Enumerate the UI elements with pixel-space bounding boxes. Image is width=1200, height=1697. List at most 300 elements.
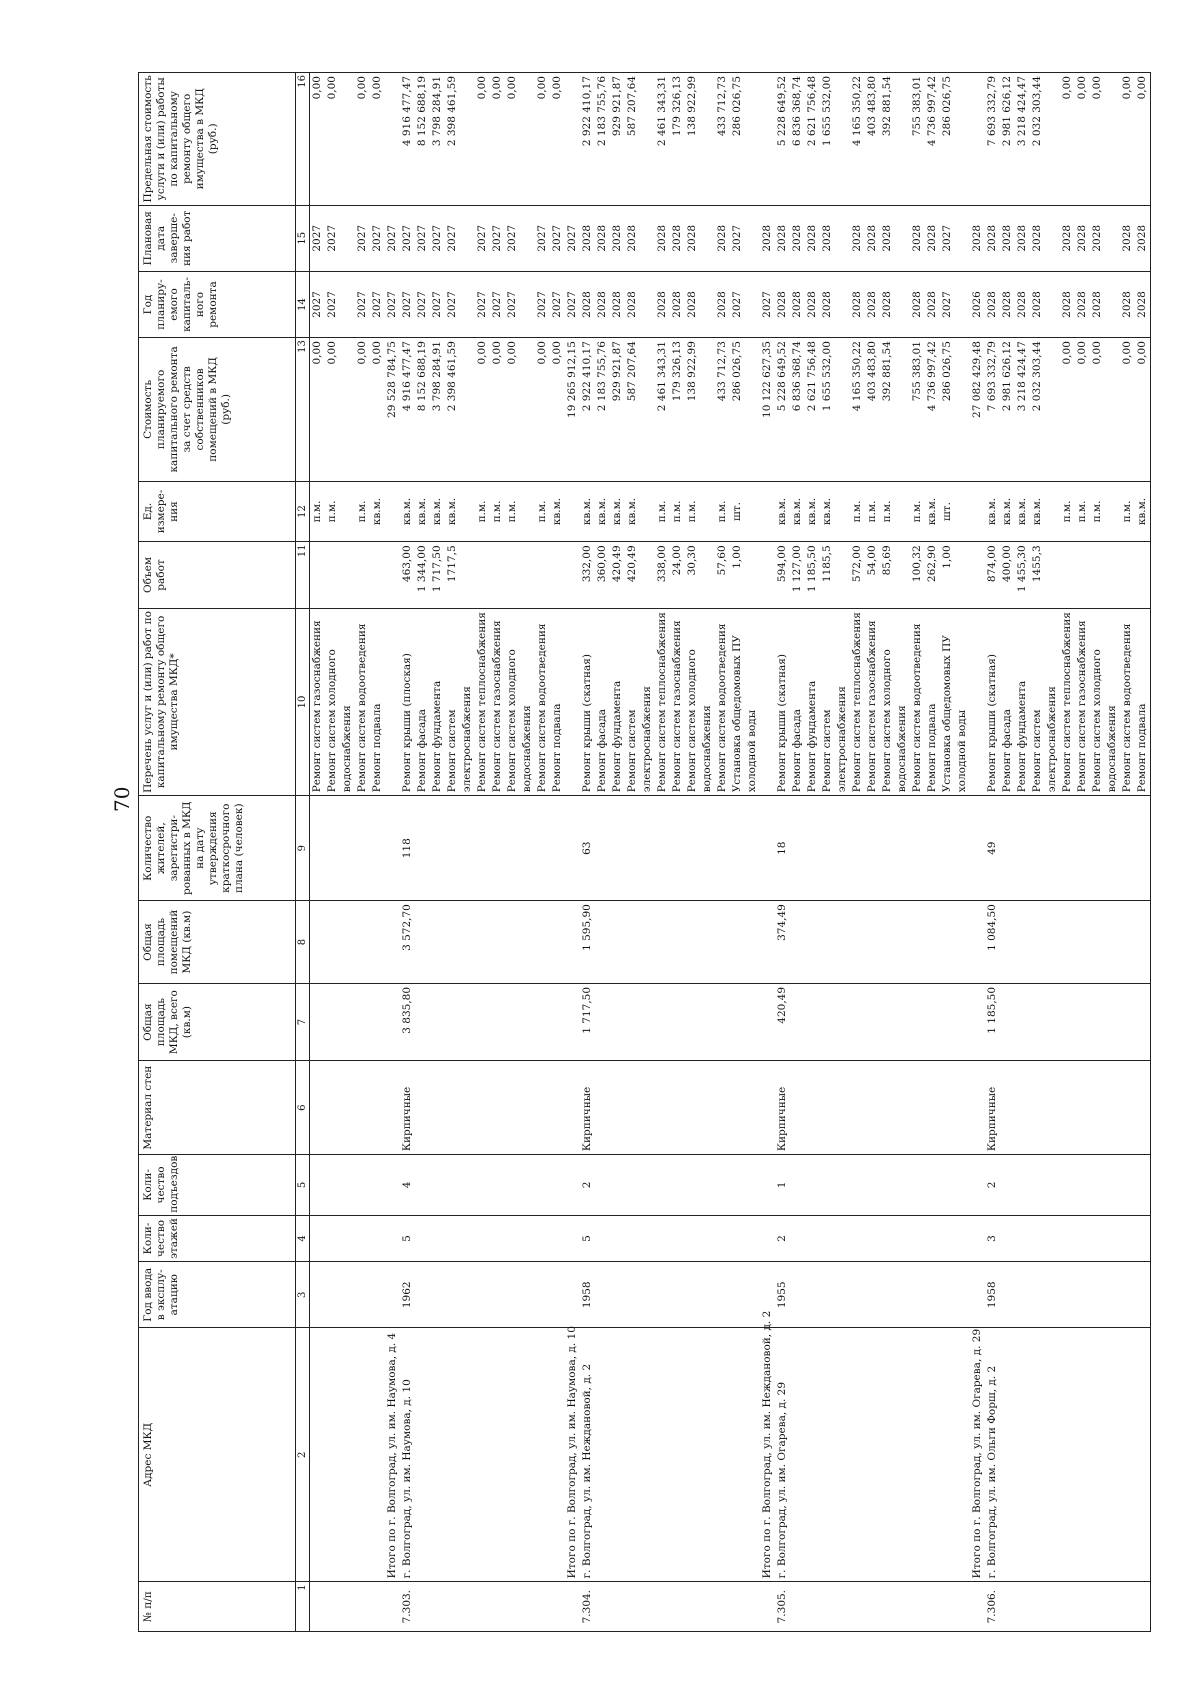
row-limit-cost: 4 916 477,47: [400, 73, 415, 206]
row-total-area: [1060, 983, 1075, 1060]
row-premises-area: [970, 901, 985, 984]
row-work: Ремонт систем: [820, 608, 835, 796]
row-cost: 2 461 343,31: [655, 338, 670, 482]
row-total-area: [565, 983, 580, 1060]
row-year: [355, 1262, 370, 1328]
row-number: [880, 1582, 895, 1632]
row-floors: 5: [400, 1215, 415, 1261]
row-total-area: [535, 983, 550, 1060]
row-number: [595, 1582, 610, 1632]
row-limit-cost: 2 981 626,12: [1000, 73, 1015, 206]
row-address: [955, 1328, 970, 1582]
row-end-date: 2028: [685, 205, 700, 271]
row-wall-material: [745, 1061, 760, 1155]
row-cost: [835, 338, 850, 482]
row-year: [325, 1262, 340, 1328]
row-entrances: [490, 1155, 505, 1216]
row-number: [685, 1582, 700, 1632]
row-repair-year: 2028: [1060, 271, 1075, 337]
row-number: [850, 1582, 865, 1632]
row-number: [505, 1582, 520, 1632]
row-number: [1045, 1582, 1060, 1632]
row-year: 1958: [985, 1262, 1000, 1328]
column-number-row: [296, 73, 310, 1632]
row-unit: п.м.: [850, 481, 865, 542]
row-work: Ремонт систем газоснабжения: [865, 608, 880, 796]
row-floors: [1000, 1215, 1015, 1261]
row-address: [1030, 1328, 1045, 1582]
row-work: Ремонт крыши (плоская): [400, 608, 415, 796]
row-premises-area: [925, 901, 940, 984]
row-floors: [955, 1215, 970, 1261]
row-limit-cost: [955, 73, 970, 206]
row-cost: [520, 338, 535, 482]
row-unit: [385, 481, 400, 542]
row-entrances: [865, 1155, 880, 1216]
row-wall-material: [640, 1061, 655, 1155]
row-cost: 0,00: [475, 338, 490, 482]
table-row: [340, 73, 355, 1632]
row-work: Ремонт систем водоотведения: [1120, 608, 1135, 796]
row-premises-area: [835, 901, 850, 984]
row-repair-year: 2028: [790, 271, 805, 337]
table-row: [670, 73, 685, 1632]
row-end-date: 2028: [865, 205, 880, 271]
row-floors: [550, 1215, 565, 1261]
row-premises-area: [760, 901, 775, 984]
row-wall-material: Кирпичные: [400, 1061, 415, 1155]
row-end-date: [955, 205, 970, 271]
table-row: [640, 73, 655, 1632]
table-row: [925, 73, 940, 1632]
row-limit-cost: 587 207,64: [625, 73, 640, 206]
row-work: [385, 608, 400, 796]
row-end-date: 2027: [490, 205, 505, 271]
row-work: электроснабжения: [640, 608, 655, 796]
row-number: [385, 1582, 400, 1632]
row-unit: п.м.: [505, 481, 520, 542]
row-premises-area: 1 595,90: [580, 901, 595, 984]
row-work: Ремонт крыши (скатная): [985, 608, 1000, 796]
row-cost: 0,00: [325, 338, 340, 482]
row-limit-cost: 0,00: [550, 73, 565, 206]
row-unit: [745, 481, 760, 542]
row-repair-year: 2028: [985, 271, 1000, 337]
row-volume: 1 185,50: [805, 542, 820, 608]
row-limit-cost: 0,00: [1075, 73, 1090, 206]
row-volume: [460, 542, 475, 608]
row-address: [1045, 1328, 1060, 1582]
row-unit: кв.м.: [610, 481, 625, 542]
row-number: [625, 1582, 640, 1632]
row-unit: [835, 481, 850, 542]
row-residents: [385, 796, 400, 901]
row-year: [1015, 1262, 1030, 1328]
row-total-area: [925, 983, 940, 1060]
row-entrances: [940, 1155, 955, 1216]
row-end-date: 2027: [550, 205, 565, 271]
row-total-area: [430, 983, 445, 1060]
row-repair-year: 2028: [625, 271, 640, 337]
row-premises-area: [370, 901, 385, 984]
row-address: [535, 1328, 550, 1582]
row-wall-material: [535, 1061, 550, 1155]
row-address: [865, 1328, 880, 1582]
header-col16: Предельная стоимость услуги и (или) работы по капитальному ремонту общего имущества в МКД (руб.): [139, 73, 296, 206]
row-cost: [955, 338, 970, 482]
row-residents: [1105, 796, 1120, 901]
row-total-area: [640, 983, 655, 1060]
row-floors: 2: [775, 1215, 790, 1261]
row-residents: [1045, 796, 1060, 901]
row-premises-area: [385, 901, 400, 984]
row-end-date: 2027: [535, 205, 550, 271]
row-total-area: [895, 983, 910, 1060]
row-end-date: [1045, 205, 1060, 271]
row-premises-area: [1015, 901, 1030, 984]
row-cost: [1105, 338, 1120, 482]
row-address: [430, 1328, 445, 1582]
row-repair-year: [835, 271, 850, 337]
row-floors: [355, 1215, 370, 1261]
row-address: [925, 1328, 940, 1582]
row-limit-cost: [460, 73, 475, 206]
row-wall-material: [490, 1061, 505, 1155]
row-limit-cost: 0,00: [1120, 73, 1135, 206]
row-wall-material: [700, 1061, 715, 1155]
row-floors: [655, 1215, 670, 1261]
row-number: [655, 1582, 670, 1632]
row-total-area: [670, 983, 685, 1060]
row-floors: [820, 1215, 835, 1261]
row-year: [310, 1262, 326, 1328]
row-cost: 286 026,75: [730, 338, 745, 482]
table-row: [445, 73, 460, 1632]
row-total-area: [445, 983, 460, 1060]
row-repair-year: 2028: [1135, 271, 1151, 337]
row-end-date: 2028: [625, 205, 640, 271]
row-floors: [835, 1215, 850, 1261]
row-wall-material: [460, 1061, 475, 1155]
row-work: Ремонт систем водоотведения: [355, 608, 370, 796]
row-entrances: [1030, 1155, 1045, 1216]
row-unit: кв.м.: [580, 481, 595, 542]
row-entrances: [685, 1155, 700, 1216]
row-address: [355, 1328, 370, 1582]
row-limit-cost: 2 461 343,31: [655, 73, 670, 206]
row-wall-material: [595, 1061, 610, 1155]
table-row: [475, 73, 490, 1632]
row-limit-cost: 2 032 303,44: [1030, 73, 1045, 206]
row-unit: п.м.: [325, 481, 340, 542]
row-volume: [895, 542, 910, 608]
row-wall-material: [1060, 1061, 1075, 1155]
table-row: [910, 73, 925, 1632]
table-row: [940, 73, 955, 1632]
row-repair-year: 2028: [715, 271, 730, 337]
row-address: [940, 1328, 955, 1582]
row-repair-year: 2028: [610, 271, 625, 337]
row-premises-area: [955, 901, 970, 984]
row-residents: [1030, 796, 1045, 901]
row-residents: [685, 796, 700, 901]
row-end-date: 2027: [505, 205, 520, 271]
row-cost: 433 712,73: [715, 338, 730, 482]
row-floors: [745, 1215, 760, 1261]
column-number: 16: [296, 73, 310, 206]
row-volume: 420,49: [625, 542, 640, 608]
row-end-date: 2028: [1075, 205, 1090, 271]
row-total-area: [715, 983, 730, 1060]
table-row: [1000, 73, 1015, 1632]
table-row: [1015, 73, 1030, 1632]
row-cost: 3 798 284,91: [430, 338, 445, 482]
row-cost: 3 218 424,47: [1015, 338, 1030, 482]
row-number: [730, 1582, 745, 1632]
row-total-area: [1090, 983, 1105, 1060]
row-entrances: [1090, 1155, 1105, 1216]
row-address: [370, 1328, 385, 1582]
row-wall-material: [955, 1061, 970, 1155]
row-year: [445, 1262, 460, 1328]
table-row: [580, 73, 595, 1632]
row-end-date: 2028: [1135, 205, 1151, 271]
row-year: [385, 1262, 400, 1328]
row-address: [505, 1328, 520, 1582]
row-limit-cost: [340, 73, 355, 206]
row-end-date: 2027: [400, 205, 415, 271]
row-repair-year: 2028: [580, 271, 595, 337]
row-repair-year: 2027: [475, 271, 490, 337]
row-address: [895, 1328, 910, 1582]
row-year: [535, 1262, 550, 1328]
row-address: [715, 1328, 730, 1582]
row-end-date: 2028: [1000, 205, 1015, 271]
row-work: Ремонт систем газоснабжения: [670, 608, 685, 796]
row-year: [640, 1262, 655, 1328]
row-total-area: 1 185,50: [985, 983, 1000, 1060]
row-address: [700, 1328, 715, 1582]
row-volume: [370, 542, 385, 608]
row-premises-area: 374,49: [775, 901, 790, 984]
row-address: [850, 1328, 865, 1582]
row-number: [550, 1582, 565, 1632]
row-year: [745, 1262, 760, 1328]
row-volume: 332,00: [580, 542, 595, 608]
table-row: [370, 73, 385, 1632]
row-end-date: 2028: [925, 205, 940, 271]
row-entrances: [1000, 1155, 1015, 1216]
row-year: [790, 1262, 805, 1328]
row-number: [340, 1582, 355, 1632]
row-work: электроснабжения: [835, 608, 850, 796]
row-floors: [850, 1215, 865, 1261]
row-work: Ремонт систем газоснабжения: [1075, 608, 1090, 796]
row-wall-material: [820, 1061, 835, 1155]
row-residents: [1015, 796, 1030, 901]
row-year: [415, 1262, 430, 1328]
row-work: Ремонт крыши (скатная): [580, 608, 595, 796]
row-year: [1000, 1262, 1015, 1328]
row-work: Ремонт фасада: [790, 608, 805, 796]
row-total-area: [850, 983, 865, 1060]
row-year: [610, 1262, 625, 1328]
row-floors: [595, 1215, 610, 1261]
row-number: [565, 1582, 580, 1632]
row-work: Ремонт подвала: [1135, 608, 1151, 796]
row-year: [880, 1262, 895, 1328]
row-cost: 179 326,13: [670, 338, 685, 482]
row-floors: [790, 1215, 805, 1261]
row-number: [355, 1582, 370, 1632]
row-residents: [730, 796, 745, 901]
row-address: [415, 1328, 430, 1582]
row-entrances: [880, 1155, 895, 1216]
row-repair-year: 2028: [820, 271, 835, 337]
row-limit-cost: 5 228 649,52: [775, 73, 790, 206]
row-work: Ремонт систем водоотведения: [715, 608, 730, 796]
row-end-date: 2028: [1030, 205, 1045, 271]
row-unit: кв.м.: [925, 481, 940, 542]
row-floors: [910, 1215, 925, 1261]
table-row: [760, 73, 775, 1632]
row-address: [475, 1328, 490, 1582]
row-cost: 4 736 997,42: [925, 338, 940, 482]
row-address: [655, 1328, 670, 1582]
row-cost: 4 165 350,22: [850, 338, 865, 482]
row-residents: [490, 796, 505, 901]
header-col1: № п/п: [139, 1582, 296, 1632]
row-end-date: [520, 205, 535, 271]
row-limit-cost: 2 621 756,48: [805, 73, 820, 206]
row-residents: [940, 796, 955, 901]
row-floors: [970, 1215, 985, 1261]
row-repair-year: 2027: [325, 271, 340, 337]
row-wall-material: [1030, 1061, 1045, 1155]
row-work: [565, 608, 580, 796]
row-year: [655, 1262, 670, 1328]
table-row: [385, 73, 400, 1632]
header-col11: Объем работ: [139, 542, 296, 608]
column-number: 9: [296, 796, 310, 901]
row-repair-year: 2028: [910, 271, 925, 337]
row-premises-area: [1090, 901, 1105, 984]
row-total-area: [475, 983, 490, 1060]
table-row: [730, 73, 745, 1632]
row-residents: [1000, 796, 1015, 901]
row-year: 1962: [400, 1262, 415, 1328]
row-year: [925, 1262, 940, 1328]
row-wall-material: [850, 1061, 865, 1155]
row-year: [505, 1262, 520, 1328]
row-total-area: [730, 983, 745, 1060]
row-year: [940, 1262, 955, 1328]
row-address: [490, 1328, 505, 1582]
row-floors: [805, 1215, 820, 1261]
column-number: 7: [296, 983, 310, 1060]
table-row: [1105, 73, 1120, 1632]
row-volume: 400,00: [1000, 542, 1015, 608]
row-number: 7.306.: [985, 1582, 1000, 1632]
row-cost: [700, 338, 715, 482]
row-end-date: 2028: [1090, 205, 1105, 271]
table-row: [535, 73, 550, 1632]
row-end-date: 2028: [775, 205, 790, 271]
row-number: [1090, 1582, 1105, 1632]
row-work: холодной воды: [955, 608, 970, 796]
row-work: Установка общедомовых ПУ: [730, 608, 745, 796]
row-residents: [835, 796, 850, 901]
row-end-date: 2028: [850, 205, 865, 271]
row-work: Ремонт фасада: [1000, 608, 1015, 796]
row-year: [805, 1262, 820, 1328]
row-floors: [700, 1215, 715, 1261]
row-year: [670, 1262, 685, 1328]
row-repair-year: 2026: [970, 271, 985, 337]
row-wall-material: [715, 1061, 730, 1155]
row-unit: кв.м.: [550, 481, 565, 542]
row-number: [520, 1582, 535, 1632]
row-year: [430, 1262, 445, 1328]
row-number: [610, 1582, 625, 1632]
row-residents: [520, 796, 535, 901]
row-year: 1955: [775, 1262, 790, 1328]
row-work: электроснабжения: [1045, 608, 1060, 796]
row-volume: [1060, 542, 1075, 608]
row-end-date: 2027: [370, 205, 385, 271]
row-address: [880, 1328, 895, 1582]
row-cost: 2 922 410,17: [580, 338, 595, 482]
row-limit-cost: [520, 73, 535, 206]
row-entrances: [640, 1155, 655, 1216]
row-total-area: [490, 983, 505, 1060]
row-floors: [1045, 1215, 1060, 1261]
row-floors: [715, 1215, 730, 1261]
row-premises-area: [595, 901, 610, 984]
row-end-date: [340, 205, 355, 271]
row-volume: 1717,5: [445, 542, 460, 608]
row-unit: п.м.: [355, 481, 370, 542]
column-number: 12: [296, 481, 310, 542]
row-work: Ремонт фундамента: [1015, 608, 1030, 796]
row-address: [1060, 1328, 1075, 1582]
table-row: [1045, 73, 1060, 1632]
row-work: Ремонт систем холодного: [880, 608, 895, 796]
row-wall-material: [1045, 1061, 1060, 1155]
row-entrances: [820, 1155, 835, 1216]
row-total-area: [325, 983, 340, 1060]
row-number: [1000, 1582, 1015, 1632]
row-entrances: [1075, 1155, 1090, 1216]
row-residents: [610, 796, 625, 901]
row-total-area: [955, 983, 970, 1060]
row-address: [460, 1328, 475, 1582]
row-residents: [370, 796, 385, 901]
row-end-date: 2027: [475, 205, 490, 271]
row-total-area: 3 835,80: [400, 983, 415, 1060]
row-limit-cost: 433 712,73: [715, 73, 730, 206]
row-limit-cost: [385, 73, 400, 206]
row-volume: [505, 542, 520, 608]
row-year: [1120, 1262, 1135, 1328]
row-residents: 18: [775, 796, 790, 901]
row-entrances: [700, 1155, 715, 1216]
row-number: [490, 1582, 505, 1632]
row-premises-area: [1045, 901, 1060, 984]
row-entrances: [1120, 1155, 1135, 1216]
row-volume: [340, 542, 355, 608]
row-unit: [970, 481, 985, 542]
